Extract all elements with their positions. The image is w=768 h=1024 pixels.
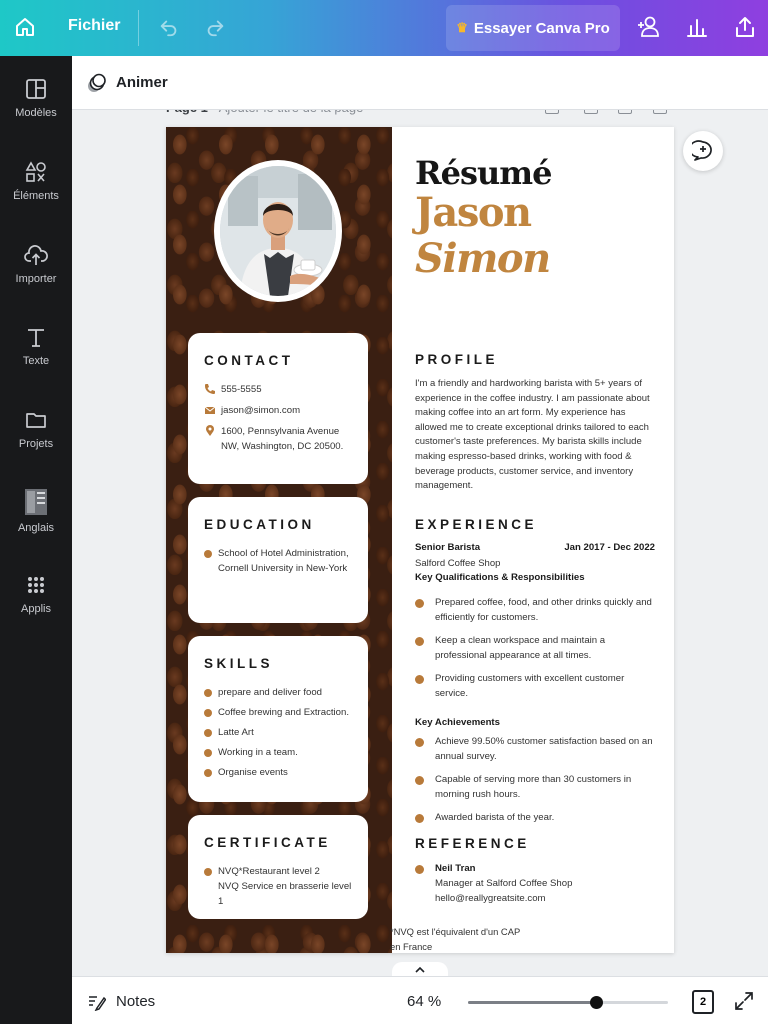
- sidebar-item-label: Projets: [18, 438, 54, 450]
- footnote-line: en France: [390, 941, 433, 952]
- timeline-dot: [204, 729, 212, 737]
- apps-grid-icon: [23, 572, 49, 598]
- reference-name: Neil Tran: [435, 863, 476, 874]
- contact-phone-text: 555-5555: [221, 384, 262, 395]
- timeline-dot: [415, 865, 424, 874]
- sidebar-item-templates[interactable]: [0, 76, 72, 119]
- undo-icon[interactable]: [156, 14, 182, 40]
- timeline-dot: [415, 814, 424, 823]
- timeline-dot: [415, 738, 424, 747]
- skills-heading: SKILLS: [204, 656, 274, 671]
- qualifications-heading: Key Qualifications & Responsibilities: [415, 571, 585, 583]
- zoom-slider-fill: [468, 1001, 596, 1004]
- timeline-dot: [415, 599, 424, 608]
- last-name[interactable]: Simon: [415, 235, 550, 282]
- reference-heading: REFERENCE: [415, 836, 530, 851]
- certificate-card: [188, 815, 368, 919]
- certificate-item[interactable]: NVQ Service en brasserie level 1: [218, 881, 352, 907]
- crown-icon: ♛: [456, 20, 468, 35]
- share-upload-icon[interactable]: [730, 12, 760, 42]
- timeline-dot: [415, 637, 424, 646]
- add-comment-button[interactable]: [683, 131, 723, 171]
- timeline-dot: [204, 689, 212, 697]
- chevron-up-icon: [415, 966, 425, 974]
- templates-icon: [23, 76, 49, 102]
- comment-plus-icon: [692, 140, 714, 162]
- education-item[interactable]: School of Hotel Administration, Cornell University in New-York: [218, 546, 352, 576]
- achievement-item[interactable]: Achieve 99.50% customer satisfaction based on an annual survey.: [435, 734, 655, 764]
- timeline-dot: [204, 868, 212, 876]
- share-people-icon[interactable]: [634, 12, 664, 42]
- profile-section[interactable]: [415, 352, 655, 494]
- contact-email[interactable]: [204, 403, 352, 418]
- achievement-item[interactable]: Awarded barista of the year.: [435, 810, 655, 825]
- sidebar-item-label: Éléments: [13, 190, 59, 202]
- bottom-bar: [72, 976, 768, 1024]
- contact-address-text: 1600, Pennsylvania Avenue NW, Washington, DC 20500.: [221, 426, 344, 452]
- document-icon: [23, 487, 49, 517]
- skill-item[interactable]: Working in a team.: [218, 745, 352, 760]
- sidebar-item-elements[interactable]: [0, 159, 72, 202]
- mail-icon: [204, 404, 216, 416]
- fullscreen-icon[interactable]: [734, 991, 756, 1013]
- skill-item[interactable]: Latte Art: [218, 725, 352, 740]
- zoom-slider[interactable]: [468, 1001, 668, 1004]
- experience-section[interactable]: [415, 517, 655, 833]
- footnote-line: *NVQ est l'équivalent d'un CAP: [390, 926, 521, 937]
- qualification-item[interactable]: Keep a clean workspace and maintain a professional appearance at all times.: [435, 633, 655, 663]
- certificate-heading: CERTIFICATE: [204, 835, 331, 850]
- sidebar-item-label: Texte: [22, 355, 50, 367]
- reference-role: Manager at Salford Coffee Shop: [435, 878, 573, 889]
- timeline-dot: [204, 749, 212, 757]
- qualification-item[interactable]: Providing customers with excellent customer service.: [435, 671, 655, 701]
- profile-heading: PROFILE: [415, 352, 499, 367]
- sidebar-item-uploads[interactable]: [0, 242, 72, 285]
- contact-email-text: jason@simon.com: [221, 405, 301, 416]
- achievement-item[interactable]: Capable of serving more than 30 customers in morning rush hours.: [435, 772, 655, 802]
- reference-section[interactable]: [415, 836, 655, 914]
- zoom-percentage[interactable]: 64 %: [407, 993, 442, 1010]
- left-sidebar: [0, 56, 72, 1024]
- timeline-dot: [415, 776, 424, 785]
- phone-icon: [204, 383, 216, 395]
- contact-phone[interactable]: [204, 382, 352, 397]
- resume-title[interactable]: Résumé: [415, 154, 552, 192]
- job-company: Salford Coffee Shop: [415, 558, 501, 569]
- location-pin-icon: [204, 425, 216, 437]
- notes-icon[interactable]: [88, 993, 106, 1011]
- first-name[interactable]: Jason: [415, 189, 531, 236]
- experience-heading: EXPERIENCE: [415, 517, 538, 532]
- text-icon: [23, 324, 49, 350]
- try-pro-label: Essayer Canva Pro: [473, 19, 610, 37]
- sidebar-item-text[interactable]: [0, 324, 72, 367]
- sidebar-item-label: Modèles: [15, 107, 57, 119]
- skill-item[interactable]: Organise events: [218, 765, 352, 780]
- notes-button[interactable]: Notes: [116, 993, 156, 1010]
- folder-icon: [23, 407, 49, 433]
- timeline-dot: [415, 675, 424, 684]
- job-role: Senior Barista: [415, 542, 481, 553]
- sidebar-item-projects[interactable]: [0, 407, 72, 450]
- file-menu[interactable]: Fichier: [68, 17, 121, 34]
- job-dates: Jan 2017 - Dec 2022: [564, 542, 655, 553]
- footnote[interactable]: [390, 924, 520, 953]
- sidebar-item-label: Anglais: [17, 522, 55, 534]
- resume-page[interactable]: [166, 127, 674, 953]
- upload-cloud-icon: [23, 242, 49, 268]
- achievements-heading: Key Achievements: [415, 716, 500, 728]
- certificate-item[interactable]: NVQ*Restaurant level 2: [218, 864, 352, 879]
- insights-chart-icon[interactable]: [682, 12, 712, 42]
- education-card: [188, 497, 368, 623]
- contact-address[interactable]: [204, 424, 352, 454]
- reference-item[interactable]: [435, 861, 655, 906]
- sidebar-item-english[interactable]: [0, 487, 72, 534]
- elements-icon: [23, 159, 49, 185]
- animate-bar: [72, 56, 768, 110]
- skill-item[interactable]: prepare and deliver food: [218, 685, 352, 700]
- zoom-slider-handle[interactable]: [590, 996, 603, 1009]
- animate-icon[interactable]: [86, 72, 108, 94]
- home-icon[interactable]: [10, 12, 40, 42]
- timeline-dot: [204, 709, 212, 717]
- top-toolbar: [0, 0, 768, 56]
- sidebar-item-apps[interactable]: [0, 572, 72, 615]
- try-pro-button[interactable]: [446, 5, 620, 51]
- page-count-button[interactable]: 2: [692, 990, 714, 1014]
- profile-text: I'm a friendly and hardworking barista with 5+ years of experience in the coffee industry. I am passionate about making coffee into an art form. My experience has allowed me to create exceptional drinks tailored to each customer's taste preferences. My barista skills include making espresso-based drinks, working with food & beverage products, customer service, and inventory management.: [415, 378, 650, 492]
- education-heading: EDUCATION: [204, 517, 315, 532]
- timeline-dot: [204, 550, 212, 558]
- animate-button[interactable]: Animer: [116, 74, 168, 91]
- contact-heading: CONTACT: [204, 353, 294, 368]
- skill-item[interactable]: Coffee brewing and Extraction.: [218, 705, 352, 720]
- contact-card: [188, 333, 368, 484]
- reference-email: hello@reallygreatsite.com: [435, 893, 546, 904]
- skills-card: [188, 636, 368, 802]
- sidebar-item-label: Applis: [21, 603, 51, 615]
- qualification-item[interactable]: Prepared coffee, food, and other drinks quickly and efficiently for customers.: [435, 595, 655, 625]
- redo-icon[interactable]: [202, 14, 228, 40]
- sidebar-item-label: Importer: [15, 273, 57, 285]
- toolbar-divider: [138, 10, 139, 46]
- profile-photo[interactable]: [214, 160, 342, 302]
- timeline-dot: [204, 769, 212, 777]
